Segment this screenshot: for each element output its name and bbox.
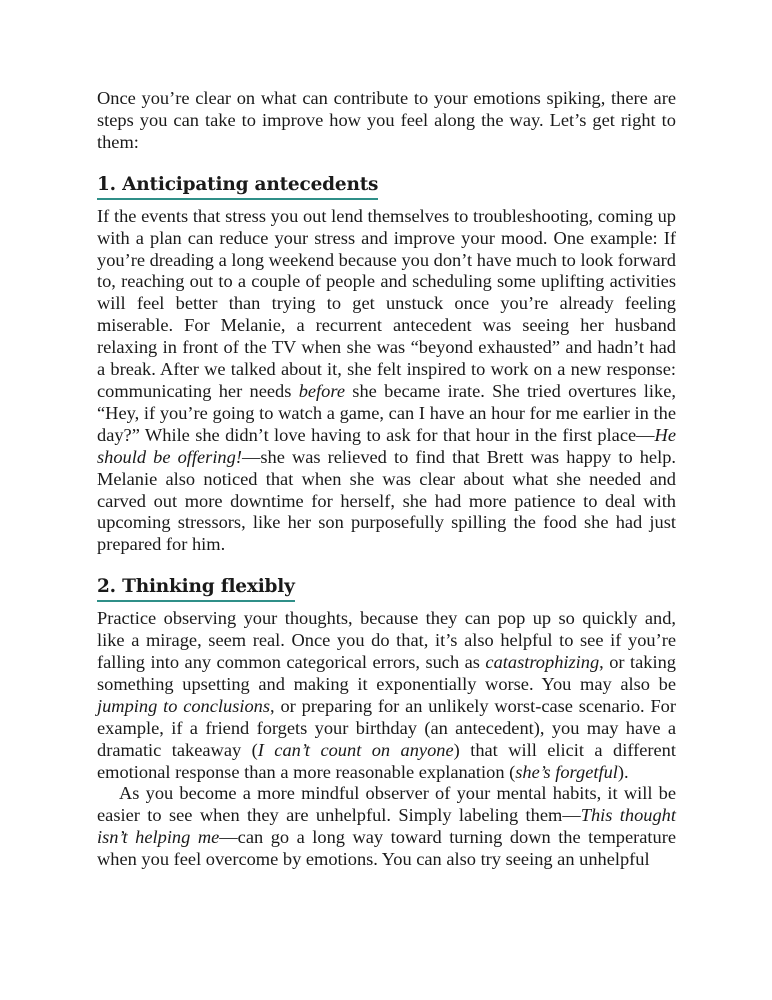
italic-run: she’s forgetful (515, 761, 618, 782)
section-1-heading-wrap (97, 173, 676, 200)
text-run: , or taking something upsetting and making it exponentially worse. You may also be (97, 652, 676, 694)
intro-paragraph: Once you’re clear on what can contribute to your emotions spiking, there are steps you can take to improve how you feel along the way. Let’s get right to them: (97, 88, 676, 152)
italic-run: jumping to conclusions (97, 695, 271, 716)
italic-run: This thought isn’t helping me (97, 805, 676, 848)
text-run: , or preparing for an unlikely worst-case scenario. For example, if a friend forgets your birthday (an antecedent), you may have a dramatic takeaway ( (97, 695, 676, 760)
section-1-heading: 1. Anticipating antecedents (97, 173, 378, 200)
italic-run: before (298, 380, 345, 401)
section-2-heading-wrap (97, 575, 676, 602)
text-run: As you become a more mindful observer of your mental habits, it will be easier to see when they are unhelpful. Simply labeling them— (97, 783, 676, 826)
italic-run: catastrophizing (485, 652, 600, 673)
text-run: she became irate. She tried overtures like, “Hey, if you’re going to watch a game, can I have an hour for me earlier in the day?” While she didn’t love having to ask for that hour in the first place— (97, 380, 676, 445)
section-2-heading: 2. Thinking flexibly (97, 575, 295, 602)
italic-run: I can’t count on anyone (257, 739, 454, 760)
text-run: —she was relieved to find that Brett was happy to help. Melanie also noticed that when she was clear about what she needed and carved out more downtime for herself, she had more patience to deal with upcoming stressors, like her son purposefully spilling the food she had just prepared for him. (97, 446, 676, 555)
section-2-paragraph-2 (97, 783, 676, 871)
text-run: Practice observing your thoughts, because they can pop up so quickly and, like a mirage, seem real. Once you do that, it’s also helpful to see if you’re falling into any common categorical errors, such as (97, 608, 676, 673)
page-content (97, 88, 676, 871)
section-2-paragraph-1 (97, 608, 676, 783)
text-run: ) that will elicit a different emotional response than a more reasonable explanation ( (97, 739, 676, 782)
italic-run: He should be offering! (97, 424, 676, 467)
section-1-paragraph (97, 206, 676, 557)
text-run: If the events that stress you out lend themselves to troubleshooting, coming up with a plan can reduce your stress and improve your mood. One example: If you’re dreading a long weekend because you don’t have much to look forward to, reaching out to a couple of people and scheduling some uplifting activities will feel better than trying to get unstuck once you’re already feeling miserable. For Melanie, a recurrent antecedent was seeing her husband relaxing in front of the TV when she was “beyond exhausted” and hadn’t had a break. After we talked about it, she felt inspired to work on a new response: communicating her needs (97, 205, 676, 401)
text-run: —can go a long way toward turning down the temperature when you feel overcome by emotions. You can also try seeing an unhelpful (97, 827, 676, 870)
text-run: ). (617, 761, 629, 782)
